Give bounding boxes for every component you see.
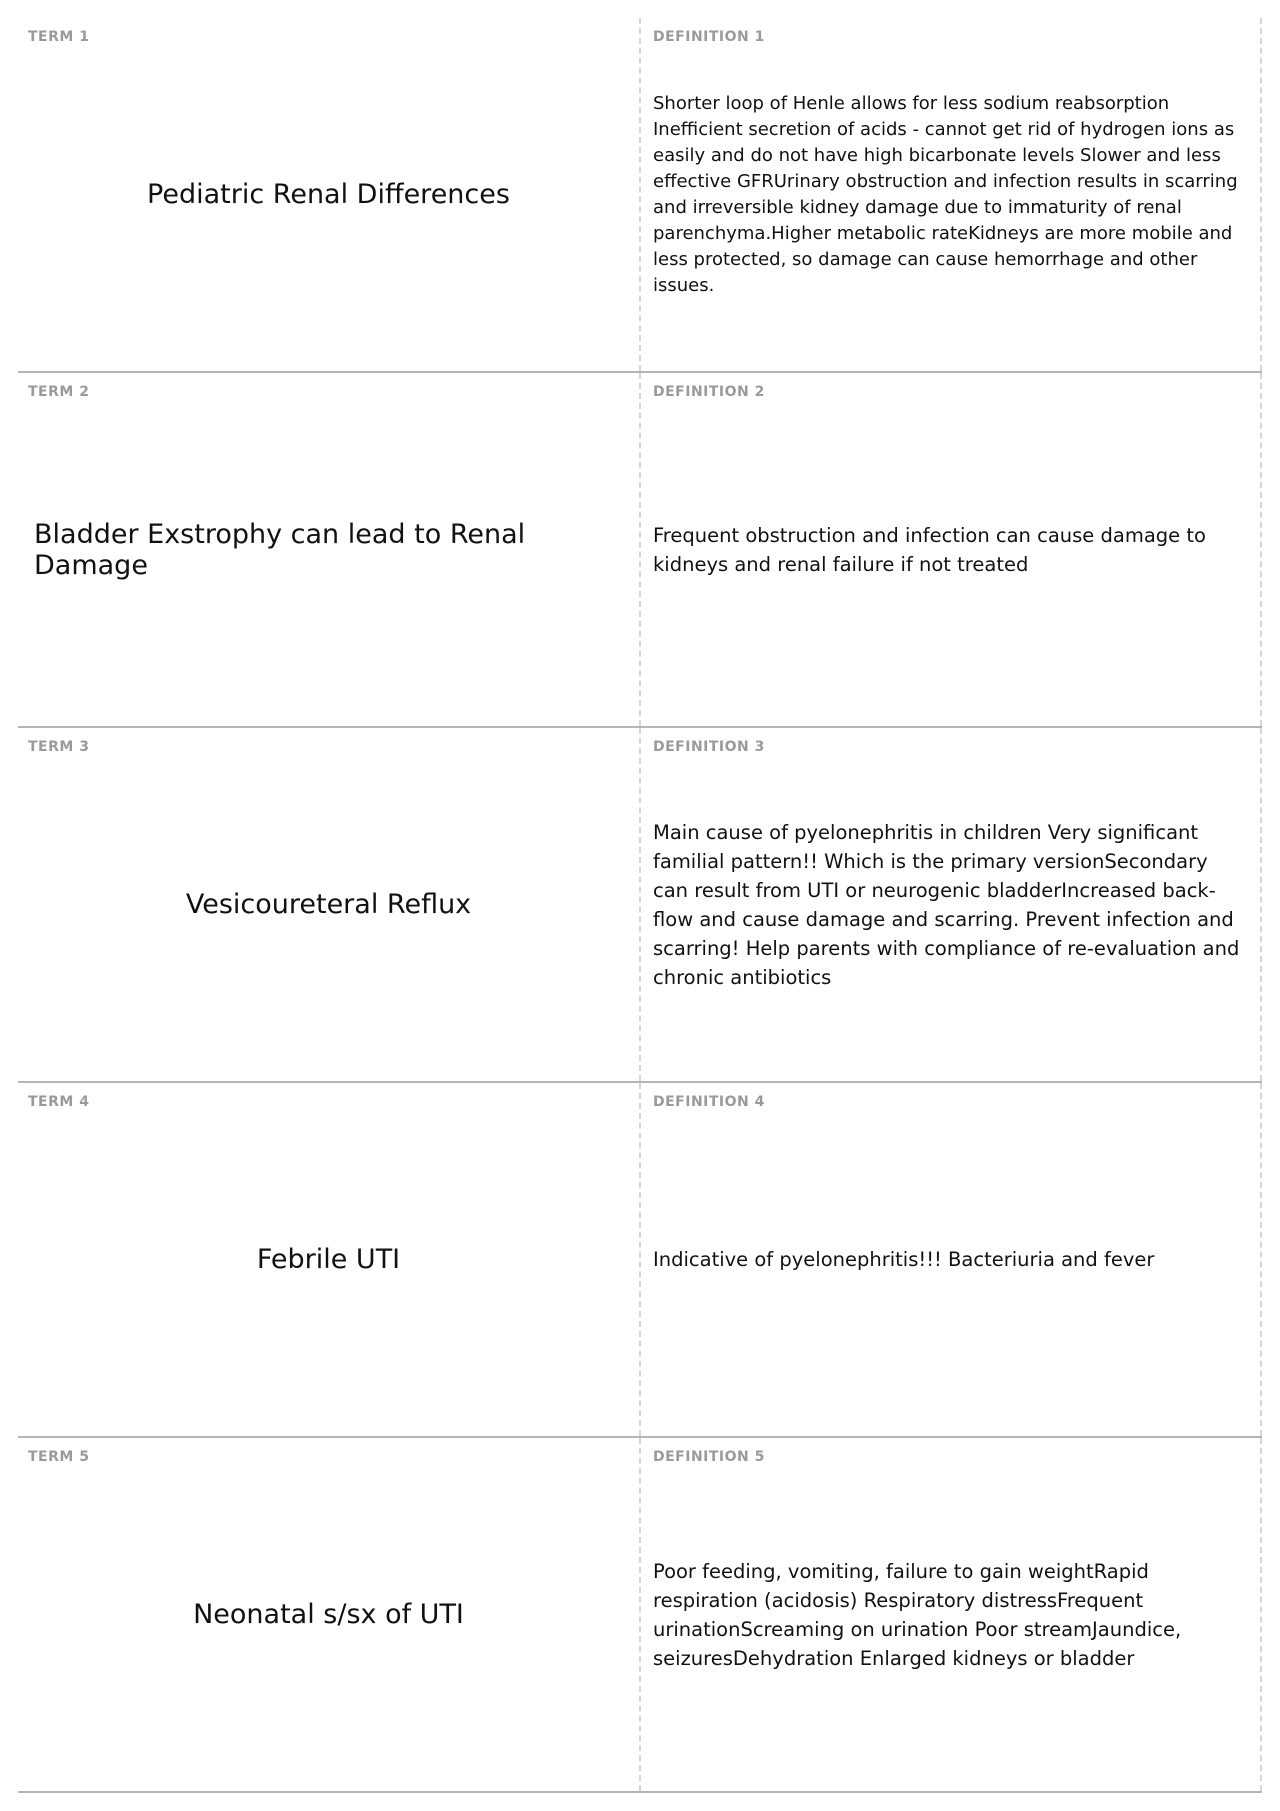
flashcard-row-2 (18, 373, 1262, 728)
definition-text-content: Main cause of pyelonephritis in children Very significant familial pattern!! Which is the primary versionSecondary can result from UTI or neurogenic bladderIncreased back-flow and cause damage and scarring. Prevent infection and scarring! Help parents with compliance of re-evaluation and chronic antibiotics (653, 820, 1240, 989)
term-cell-1 (18, 18, 641, 371)
term-text (34, 1083, 623, 1436)
term-cell-4 (18, 1083, 641, 1436)
term-text (34, 373, 623, 726)
term-text-content: Vesicoureteral Reflux (185, 889, 472, 920)
term-label: TERM 4 (28, 1094, 90, 1110)
definition-cell-4 (641, 1083, 1262, 1436)
term-text (34, 18, 623, 371)
definition-text (653, 373, 1246, 726)
definition-text (653, 1438, 1246, 1791)
flashcard-row-1 (18, 18, 1262, 373)
flashcard-sheet (18, 18, 1262, 1793)
term-label: TERM 3 (28, 739, 90, 755)
term-label: TERM 1 (28, 29, 90, 45)
definition-text (653, 1083, 1246, 1436)
definition-label: DEFINITION 4 (653, 1094, 765, 1110)
term-text-content: Bladder Exstrophy can lead to Renal Damage (34, 518, 526, 581)
definition-cell-5 (641, 1438, 1262, 1791)
definition-text-content: Poor feeding, vomiting, failure to gain weightRapid respiration (acidosis) Respiratory distressFrequent urinationScreaming on urination Poor streamJaundice, seizuresDehydration Enlarged kidneys or bladder (653, 1559, 1182, 1670)
term-text-content: Pediatric Renal Differences (147, 179, 510, 210)
term-text (34, 1438, 623, 1791)
term-cell-3 (18, 728, 641, 1081)
term-label: TERM 2 (28, 384, 90, 400)
definition-text (653, 18, 1246, 371)
definition-text-content: Frequent obstruction and infection can cause damage to kidneys and renal failure if not treated (653, 523, 1206, 576)
definition-label: DEFINITION 5 (653, 1449, 765, 1465)
term-label: TERM 5 (28, 1449, 90, 1465)
definition-label: DEFINITION 2 (653, 384, 765, 400)
definition-cell-2 (641, 373, 1262, 726)
term-text-content: Febrile UTI (256, 1244, 401, 1275)
definition-label: DEFINITION 3 (653, 739, 765, 755)
definition-text (653, 728, 1246, 1081)
definition-text-content: Shorter loop of Henle allows for less sodium reabsorption Inefficient secretion of acids - cannot get rid of hydrogen ions as easily and do not have high bicarbonate levels Slower and less effective GFRUrinary obstruction and infection results in scarring and irreversible kidney damage due to immaturity of renal parenchyma.Higher metabolic rateKidneys are more mobile and less protected, so damage can cause hemorrhage and other issues. (653, 92, 1238, 296)
definition-label: DEFINITION 1 (653, 29, 765, 45)
definition-cell-3 (641, 728, 1262, 1081)
term-cell-2 (18, 373, 641, 726)
flashcard-row-3 (18, 728, 1262, 1083)
definition-cell-1 (641, 18, 1262, 371)
definition-text-content: Indicative of pyelonephritis!!! Bacteriuria and fever (653, 1248, 1155, 1271)
term-cell-5 (18, 1438, 641, 1791)
flashcard-row-5 (18, 1438, 1262, 1793)
term-text (34, 728, 623, 1081)
term-text-content: Neonatal s/sx of UTI (193, 1599, 464, 1630)
flashcard-row-4 (18, 1083, 1262, 1438)
